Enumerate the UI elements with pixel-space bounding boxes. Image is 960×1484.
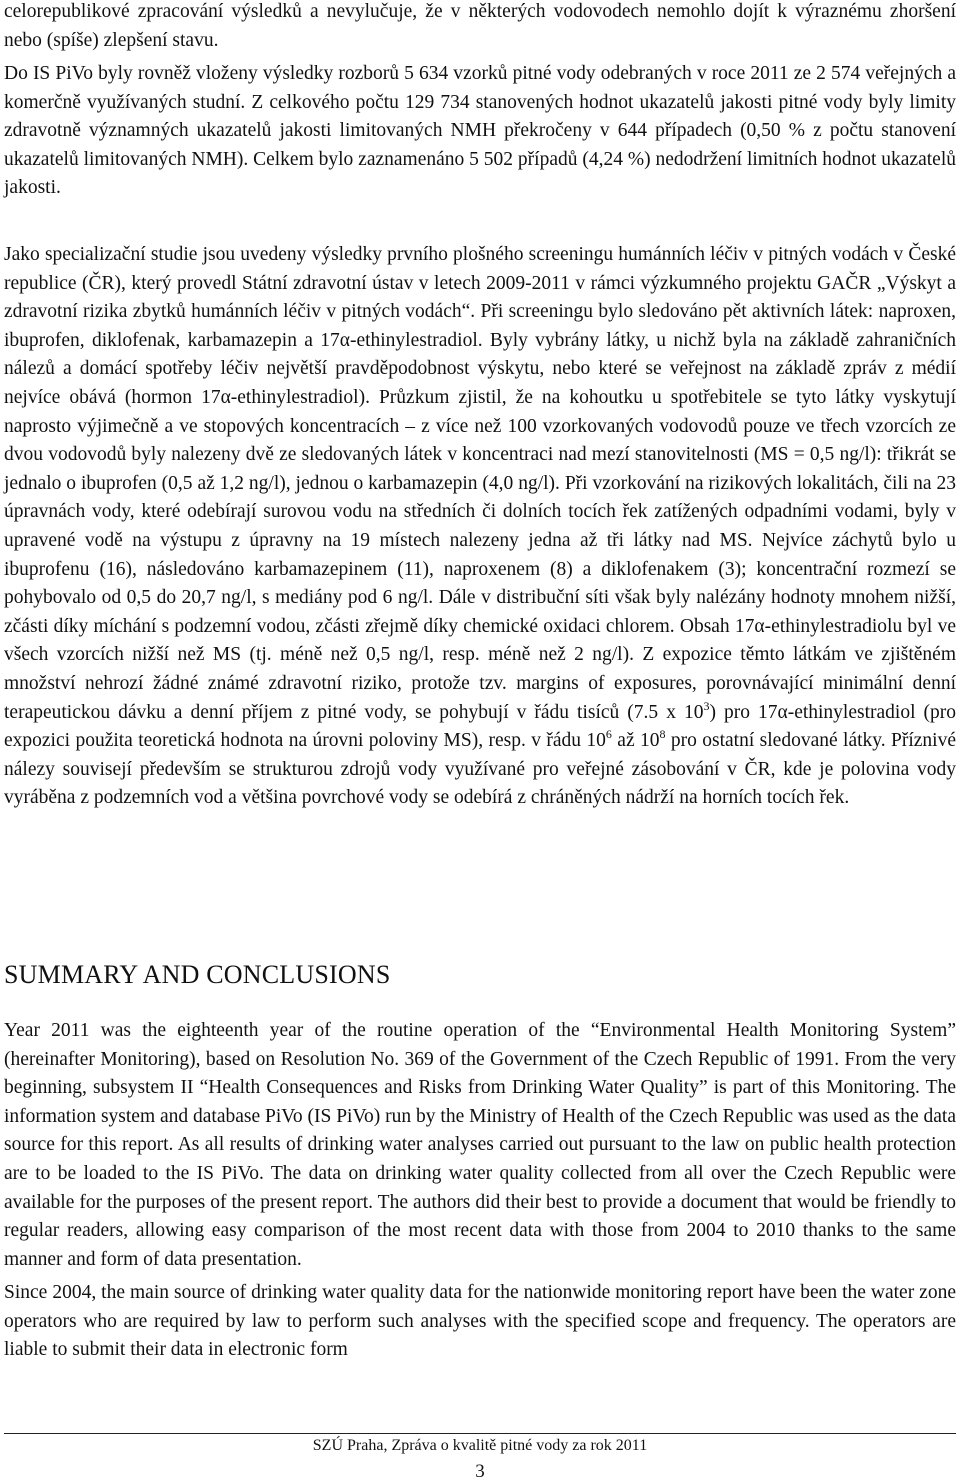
paragraph-wells-results: Do IS PiVo byly rovněž vloženy výsledky rozborů 5 634 vzorků pitné vody odebraných v roce 2011 ze 2 574 veřejných a komerčně využívaných studní. Z celkového počtu 129 734 stanovených hodnot ukazatelů jakosti pitné vody byly limity zdravotně významných ukazatelů jakosti limitovaných NMH překročeny v 644 případech (0,50 % z počtu stanovení ukazatelů limitovaných NMH). Celkem bylo zaznamenáno 5 502 případů (4,24 %) nedodržení limitních hodnot ukazatelů jakosti. [4,63,956,199]
paragraph-summary-data-source: Since 2004, the main source of drinking water quality data for the nationwide monitoring report have been the water zone operators who are required by law to perform such analyses with the specified scope and frequency. The operators are liable to submit their data in electronic form [4,1282,956,1361]
paragraph-text-part: pro ostatní sledované látky. Příznivé nálezy souvisejí především se strukturou zdrojů vody využívané pro veřejné zásobování v ČR, kde je polovina vody vyráběna z podzemních vod a většina povrchové vody se odebírá z chráněných nádrží na horních tocích řek. [4,730,956,809]
paragraph-text-part: Jako specializační studie jsou uvedeny výsledky prvního plošného screeningu humánních léčiv v pitných vodách v České republice (ČR), který provedl Státní zdravotní ústav v letech 2009-2011 v rámci výzkumného projektu GAČR „Výskyt a zdravotní rizika zbytků humánních léčiv v pitných vodách“. Při screeningu bylo sledováno pět aktivních látek: naproxen, ibuprofen, diklofenak, karbamazepin a 17α-ethinylestradiol. Byly vybrány látky, u nichž byla na základě zahraničních nálezů a domácí spotřeby léčiv největší pravděpodobnost výskytu, nebo které se veřejnost na základě zpráv z médií nejvíce obává (hormon 17α-ethinylestradiol). Průzkum zjistil, že na kohoutku u spotřebitele se tyto látky vyskytují naprosto výjimečně a ve stopových koncentracích – z více než 100 vzorkovaných vodovodů pouze ve třech vzorcích ze dvou vodovodů byly nalezeny dvě ze sledovaných látek v koncentraci nad mezí stanovitelnosti (MS = 0,5 ng/l): třikrát se jednalo o ibuprofen (0,5 až 1,2 ng/l), jednou o karbamazepin (4,0 ng/l). Při vzorkování na rizikových lokalitách, čili na 23 úpravnách vody, které odebírají surovou vodu na středních či dolních tocích řek zatížených odpadními vodami, byly v upravené vodě na výstupu z úpravny na 19 místech nalezeny jedna až tři látky nad MS. Nejvíce záchytů bylo u ibuprofenu (16), následováno karbamazepinem (11), naproxenem (8) a diklofenakem (3); koncentrační rozmezí se pohybovalo od 0,5 do 20,7 ng/l, s mediány pod 6 ng/l. Dále v distribuční síti však byly nalézány hodnoty mnohem nižší, zčásti díky míchání s podzemní vodou, zčásti zřejmě díky chemické oxidaci chlorem. Obsah 17α-ethinylestradiolu byl ve všech vzorcích nižší než MS (tj. méně než 0,5 ng/l, resp. méně než 2 ng/l). Z expozice těmto látkám ve zjištěném množství nehrozí žádné známé zdravotní riziko, protože tzv. margins of exposures, porovnávající minimální denní terapeutickou dávku a denní příjem z pitné vody, se pohybují v řádu tisíců (7.5 x 10 [4,244,956,723]
footer-text: SZÚ Praha, Zpráva o kvalitě pitné vody za rok 2011 [312,1437,648,1454]
paragraph-summary-intro: Year 2011 was the eighteenth year of the routine operation of the “Environmental Health Monitoring System” (hereinafter Monitoring), based on Resolution No. 369 of the Government of the Czech Republic of 1991. From the very beginning, subsystem II “Health Consequences and Risks from Drinking Water Quality” is part of this Monitoring. The information system and database PiVo (IS PiVo) run by the Ministry of Health of the Czech Republic was used as the data source for this report. As all results of drinking water analyses carried out pursuant to the law on public health protection are to be loaded to the IS PiVo. The data on drinking water quality collected from all over the Czech Republic were available for the purposes of the present report. The authors did their best to provide a document that would be friendly to regular readers, allowing easy comparison of the most recent data with those from 2004 to 2010 thanks to the same manner and form of data presentation. [4,1020,956,1270]
paragraph-text-part: až 10 [611,730,660,752]
footer-divider [4,1433,956,1434]
superscript-exponent: 3 [703,698,710,713]
section-heading: SUMMARY AND CONCLUSIONS [4,960,391,989]
superscript-exponent: 6 [605,727,612,742]
paragraph-text-part: ) pro 17α-ethinylestradiol (pro expozici použita teoretická hodnota na úrovni poloviny MS), resp. v řádu 10 [4,701,956,752]
paragraph-pharmaceuticals-screening [4,241,956,813]
paragraph-continuation: celorepublikové zpracování výsledků a nevylučuje, že v některých vodovodech nemohlo dojít k výraznému zhoršení nebo (spíše) zlepšení stavu. [4,1,956,51]
page-number: 3 [475,1461,485,1482]
superscript-exponent: 8 [659,727,666,742]
